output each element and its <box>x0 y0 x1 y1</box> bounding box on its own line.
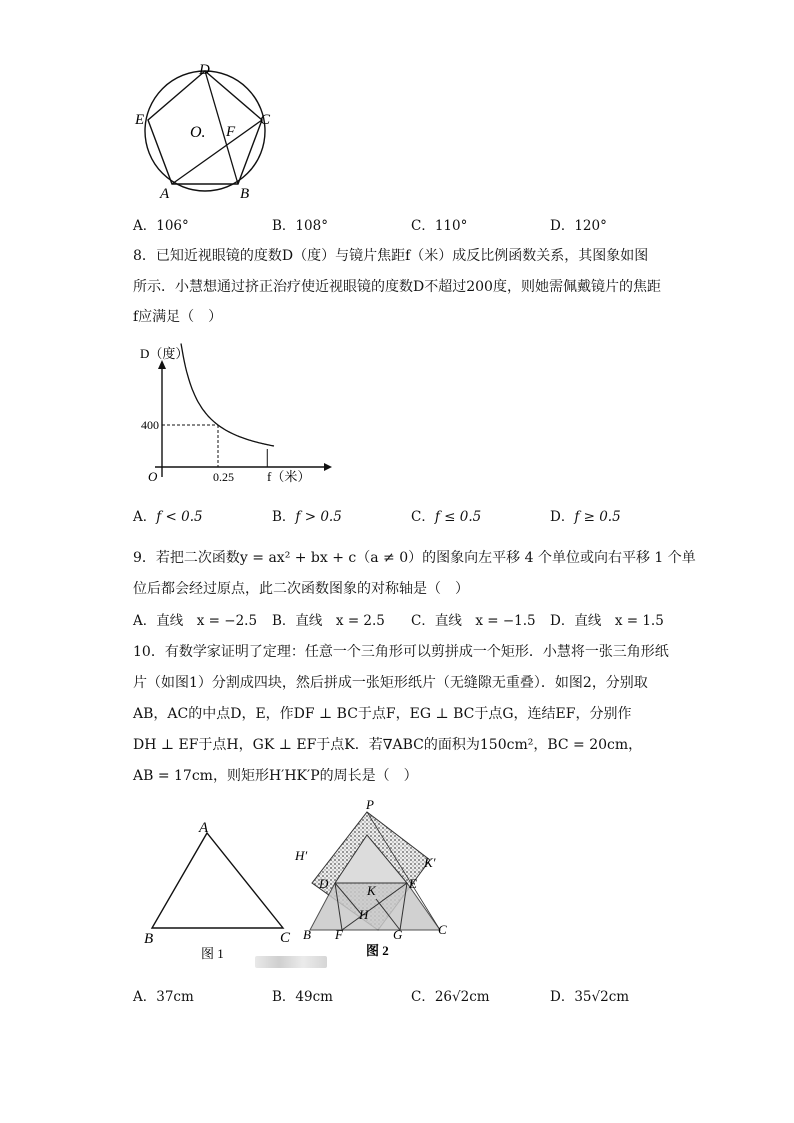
option-text: 37cm <box>156 989 194 1005</box>
fig1-caption: 图 1 <box>201 946 224 961</box>
option-text: 110° <box>434 218 468 234</box>
fig1-label-a: A <box>199 820 209 836</box>
option-text: 26√2cm <box>434 989 490 1005</box>
x-axis-label: f（米） <box>267 469 311 484</box>
option-text: 120° <box>574 218 607 234</box>
option-key: A． <box>133 218 157 234</box>
option-text: f < 0.5 <box>156 509 203 525</box>
q7-option-b[interactable] <box>272 214 328 234</box>
q8-option-d[interactable] <box>550 505 621 525</box>
option-key: C． <box>411 613 435 629</box>
q10-line-5: AB = 17cm，则矩形H′HK′P的周长是（ ） <box>133 768 418 784</box>
q8-option-a[interactable] <box>133 505 203 525</box>
q9-option-c[interactable] <box>411 609 536 629</box>
fig2-label-b: B <box>303 927 311 942</box>
q10-line-2: 片（如图1）分割成四块，然后拼成一张矩形纸片（无缝隙无重叠）．如图2，分别取 <box>133 675 648 691</box>
option-key: A． <box>133 509 157 525</box>
figure-1-triangle <box>135 818 308 963</box>
y-tick-400: 400 <box>141 418 159 432</box>
fig2-label-h-prime: H′ <box>295 848 308 863</box>
q7-option-a[interactable] <box>133 214 189 234</box>
option-key: B． <box>272 218 296 234</box>
option-key: B． <box>272 613 296 629</box>
option-text: 直线 x = −1.5 <box>434 613 536 629</box>
origin-label: O <box>148 469 158 484</box>
q10-option-c[interactable] <box>411 985 490 1005</box>
y-axis-arrow <box>158 360 166 369</box>
q9-option-a[interactable] <box>133 609 257 629</box>
option-key: C． <box>411 989 435 1005</box>
q9-line-2: 位后都会经过原点，此二次函数图象的对称轴是（ ） <box>133 581 469 597</box>
fig2-label-h: H <box>359 907 369 922</box>
fig2-label-k-prime: K′ <box>424 855 436 870</box>
fig1-label-b: B <box>144 931 154 947</box>
option-text: 直线 x = 2.5 <box>295 613 385 629</box>
triangle-abc <box>152 833 283 928</box>
figure-2-dissection <box>290 795 460 960</box>
series-curve <box>181 344 274 447</box>
q10-line-1: 10．有数学家证明了定理：任意一个三角形可以剪拼成一个矩形．小慧将一张三角形纸 <box>133 644 669 660</box>
fig2-caption: 图 2 <box>366 943 389 958</box>
label-a: A <box>160 186 170 202</box>
circle-pentagon-figure <box>130 60 280 205</box>
q9-line-1: 9．若把二次函数y = ax² + bx + c（a ≠ 0）的图象向左平移 4 个单位或向右平移 1 个单 <box>133 550 696 566</box>
label-f: F <box>226 124 236 140</box>
option-text: 直线 x = 1.5 <box>574 613 664 629</box>
option-key: D． <box>550 509 575 525</box>
fig2-label-e: E <box>409 876 417 891</box>
label-o: O. <box>190 124 206 141</box>
option-key: A． <box>133 989 157 1005</box>
q10-line-3: AB，AC的中点D，E，作DF ⊥ BC于点F，EG ⊥ BC于点G，连结EF，分别作 <box>133 706 632 722</box>
x-axis-arrow <box>324 463 332 471</box>
fig1-label-c: C <box>280 930 291 946</box>
option-text: 49cm <box>295 989 333 1005</box>
option-key: A． <box>133 613 157 629</box>
q10-option-b[interactable] <box>272 985 333 1005</box>
label-e: E <box>135 112 145 128</box>
option-text: f ≤ 0.5 <box>434 509 482 525</box>
option-text: f ≥ 0.5 <box>574 509 621 525</box>
option-key: C． <box>411 218 435 234</box>
y-axis-label: D（度） <box>140 346 189 361</box>
option-text: 108° <box>295 218 328 234</box>
q10-option-a[interactable] <box>133 985 194 1005</box>
option-text: f > 0.5 <box>295 509 342 525</box>
fig2-label-d: D <box>319 876 329 891</box>
option-text: 35√2cm <box>574 989 630 1005</box>
q8-line-1: 8．已知近视眼镜的度数D（度）与镜片焦距f（米）成反比例函数关系，其图象如图 <box>133 248 649 264</box>
q10-option-d[interactable] <box>550 985 629 1005</box>
q7-option-c[interactable] <box>411 214 467 234</box>
x-tick-025: 0.25 <box>213 470 234 484</box>
fig2-label-k: K <box>367 883 376 898</box>
fig2-label-c: C <box>438 922 447 937</box>
option-key: B． <box>272 989 296 1005</box>
option-text: 直线 x = −2.5 <box>156 613 258 629</box>
inverse-function-chart <box>135 340 335 490</box>
label-d: D <box>199 62 210 78</box>
fig2-label-p: P <box>366 797 374 812</box>
label-b: B <box>240 186 250 202</box>
option-text: 106° <box>156 218 189 234</box>
q9-option-b[interactable] <box>272 609 385 629</box>
q8-line-3: f应满足（ ） <box>133 309 223 325</box>
q8-option-c[interactable] <box>411 505 481 525</box>
q10-line-4: DH ⊥ EF于点H，GK ⊥ EF于点K．若∇ABC的面积为150cm²，BC = 20cm， <box>133 737 643 753</box>
option-key: B． <box>272 509 296 525</box>
q8-line-2: 所示．小慧想通过挤正治疗使近视眼镜的度数D不超过200度，则她需佩戴镜片的焦距 <box>133 279 661 295</box>
fig2-label-f: F <box>335 927 343 942</box>
fig2-label-g: G <box>393 927 403 942</box>
option-key: D． <box>550 218 575 234</box>
option-key: D． <box>550 989 575 1005</box>
q9-option-d[interactable] <box>550 609 664 629</box>
option-key: C． <box>411 509 435 525</box>
label-c: C <box>260 112 271 128</box>
option-key: D． <box>550 613 575 629</box>
diagonal-ac <box>172 120 262 184</box>
q7-option-d[interactable] <box>550 214 607 234</box>
q8-option-b[interactable] <box>272 505 342 525</box>
